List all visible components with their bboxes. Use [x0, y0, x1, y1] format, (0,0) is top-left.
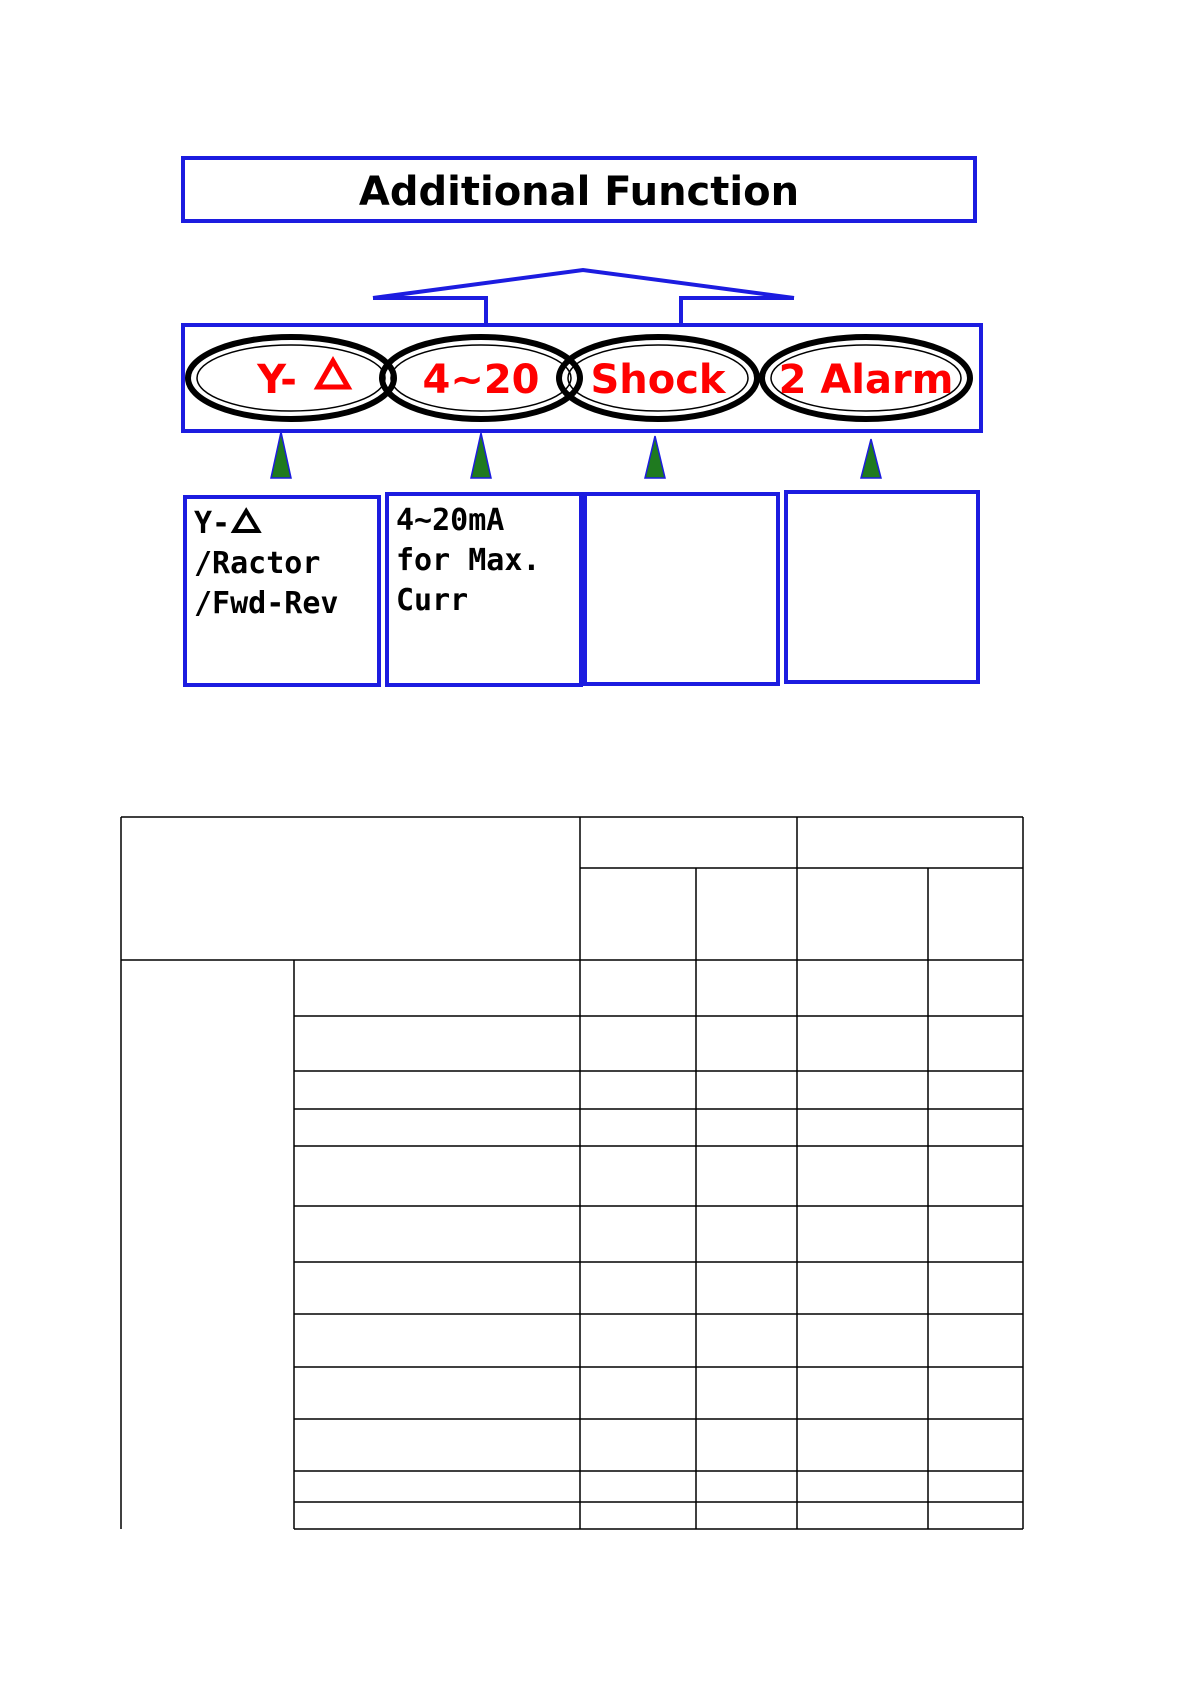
- description-box-frame: [786, 492, 978, 682]
- function-oval-4: [762, 337, 970, 419]
- up-arrow-3: [645, 436, 665, 478]
- delta-icon: [318, 361, 348, 387]
- description-line: for Max.: [396, 543, 541, 578]
- description-line: /Ractor: [194, 546, 321, 581]
- oval-label: Shock: [590, 357, 726, 403]
- description-line: /Fwd-Rev: [194, 586, 339, 621]
- up-arrow-4: [861, 439, 881, 478]
- roof-connector: [373, 270, 794, 325]
- description-box-4: [786, 492, 978, 682]
- oval-label: Y-: [257, 357, 297, 403]
- description-box-3: [585, 494, 778, 684]
- description-line: 4~20mA: [396, 503, 505, 538]
- function-oval-1: [188, 337, 394, 419]
- description-box-1: [185, 497, 379, 685]
- description-line: Curr: [396, 583, 469, 618]
- title-box: [183, 158, 975, 221]
- oval-label: 2 Alarm: [778, 357, 954, 403]
- oval-label: 4~20: [422, 357, 540, 403]
- function-ovals: [188, 337, 970, 419]
- empty-spec-table: [121, 817, 1023, 1529]
- up-arrows: [271, 432, 881, 478]
- function-oval-2: [382, 337, 580, 419]
- description-line: Y-: [194, 506, 231, 541]
- up-arrow-1: [271, 432, 291, 478]
- up-arrow-2: [471, 433, 491, 478]
- description-box-2: [387, 494, 581, 685]
- title-text: Additional Function: [358, 169, 800, 215]
- description-boxes: [185, 492, 978, 685]
- description-box-frame: [585, 494, 778, 684]
- function-oval-3: [559, 337, 757, 419]
